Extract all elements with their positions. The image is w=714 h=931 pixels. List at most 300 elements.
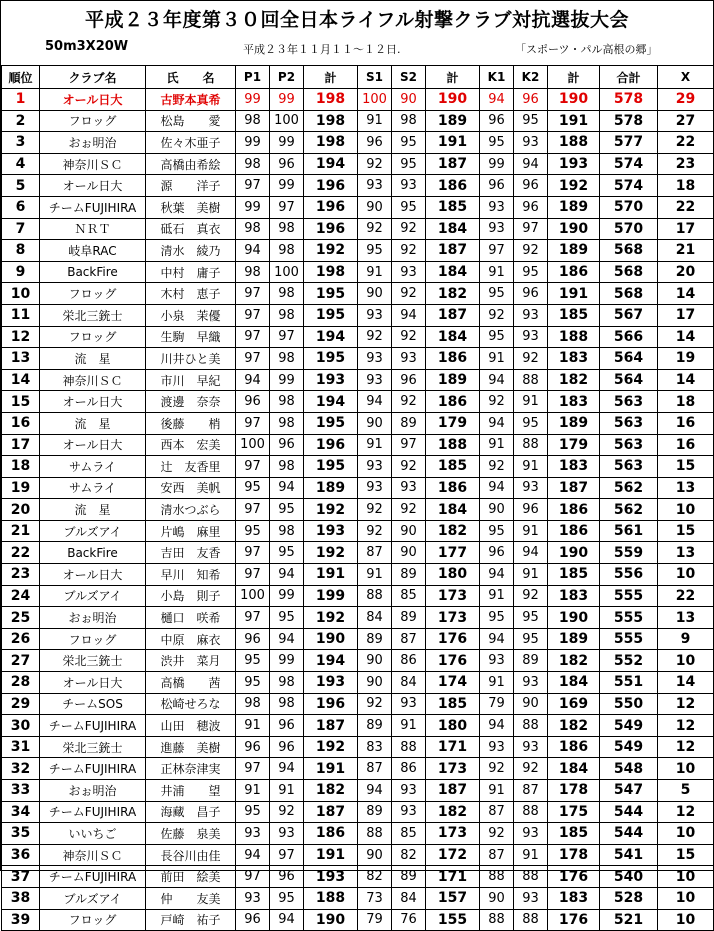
cell-k-total: 185 [548, 823, 600, 845]
cell-shooter-name: 清水 綾乃 [146, 240, 236, 262]
cell-p-total: 193 [304, 520, 358, 542]
cell-p-total: 195 [304, 304, 358, 326]
cell-shooter-name: 早川 知希 [146, 564, 236, 586]
cell-rank: 20 [2, 499, 40, 521]
cell-x-count: 14 [658, 672, 714, 694]
cell-p2: 99 [270, 650, 304, 672]
cell-grand-total: 563 [600, 412, 658, 434]
header-k1: K1 [480, 66, 514, 89]
table-row [2, 909, 714, 931]
cell-club: フロッグ [40, 326, 146, 348]
cell-p1: 97 [236, 326, 270, 348]
cell-club: オール日大 [40, 564, 146, 586]
cell-k1: 95 [480, 607, 514, 629]
table-row [2, 628, 714, 650]
cell-k2: 93 [514, 736, 548, 758]
cell-p1: 97 [236, 456, 270, 478]
cell-x-count: 13 [658, 477, 714, 499]
cell-shooter-name: 高橋 茜 [146, 672, 236, 694]
cell-p1: 93 [236, 887, 270, 909]
cell-rank: 27 [2, 650, 40, 672]
cell-grand-total: 563 [600, 391, 658, 413]
cell-p-total: 195 [304, 283, 358, 305]
cell-club: 栄北三銃士 [40, 304, 146, 326]
cell-k1: 91 [480, 434, 514, 456]
cell-grand-total: 578 [600, 89, 658, 111]
cell-rank: 29 [2, 693, 40, 715]
cell-x-count: 17 [658, 304, 714, 326]
cell-k1: 87 [480, 801, 514, 823]
cell-s-total: 184 [426, 218, 480, 240]
cell-k-total: 188 [548, 132, 600, 154]
cell-grand-total: 562 [600, 499, 658, 521]
cell-s1: 83 [358, 736, 392, 758]
event-dates: 平成２３年１１月１１〜１２日. [243, 43, 401, 56]
cell-grand-total: 555 [600, 585, 658, 607]
cell-grand-total: 556 [600, 564, 658, 586]
cell-p1: 97 [236, 304, 270, 326]
cell-p1: 97 [236, 499, 270, 521]
cell-club: いいちご [40, 823, 146, 845]
cell-s2: 89 [392, 866, 426, 888]
cell-k-total: 178 [548, 780, 600, 802]
cell-s1: 90 [358, 196, 392, 218]
cell-s1: 95 [358, 240, 392, 262]
cell-s1: 93 [358, 304, 392, 326]
cell-p2: 95 [270, 499, 304, 521]
cell-s-total: 186 [426, 175, 480, 197]
cell-grand-total: 564 [600, 348, 658, 370]
cell-grand-total: 562 [600, 477, 658, 499]
cell-k2: 95 [514, 607, 548, 629]
cell-p1: 95 [236, 477, 270, 499]
table-row [2, 499, 714, 521]
cell-x-count: 13 [658, 607, 714, 629]
cell-k-total: 184 [548, 758, 600, 780]
header-s2: S2 [392, 66, 426, 89]
cell-k-total: 191 [548, 110, 600, 132]
cell-grand-total: 570 [600, 218, 658, 240]
cell-p-total: 199 [304, 585, 358, 607]
cell-s1: 94 [358, 780, 392, 802]
cell-s1: 73 [358, 887, 392, 909]
cell-s1: 93 [358, 369, 392, 391]
cell-s2: 95 [392, 196, 426, 218]
cell-p-total: 190 [304, 628, 358, 650]
cell-rank: 1 [2, 89, 40, 111]
cell-k-total: 176 [548, 866, 600, 888]
cell-k1: 91 [480, 780, 514, 802]
cell-s1: 94 [358, 391, 392, 413]
cell-s2: 82 [392, 844, 426, 866]
cell-k1: 95 [480, 132, 514, 154]
cell-k2: 88 [514, 369, 548, 391]
cell-x-count: 22 [658, 132, 714, 154]
cell-club: オール日大 [40, 175, 146, 197]
cell-shooter-name: 吉田 友香 [146, 542, 236, 564]
cell-k1: 95 [480, 520, 514, 542]
cell-p1: 98 [236, 218, 270, 240]
cell-s2: 89 [392, 564, 426, 586]
cell-s-total: 172 [426, 844, 480, 866]
table-row [2, 736, 714, 758]
cell-s1: 89 [358, 628, 392, 650]
cell-k2: 95 [514, 110, 548, 132]
cell-s-total: 188 [426, 434, 480, 456]
cell-rank: 5 [2, 175, 40, 197]
header-rank: 順位 [2, 66, 40, 89]
cell-x-count: 18 [658, 175, 714, 197]
cell-x-count: 10 [658, 866, 714, 888]
cell-shooter-name: 渋井 菜月 [146, 650, 236, 672]
cell-shooter-name: 松島 愛 [146, 110, 236, 132]
cell-s-total: 182 [426, 801, 480, 823]
cell-k-total: 183 [548, 456, 600, 478]
cell-k2: 93 [514, 326, 548, 348]
cell-club: フロッグ [40, 110, 146, 132]
cell-shooter-name: 正林奈津実 [146, 758, 236, 780]
cell-club: チームFUJIHIRA [40, 758, 146, 780]
cell-grand-total: 566 [600, 326, 658, 348]
cell-k1: 94 [480, 369, 514, 391]
cell-p2: 96 [270, 153, 304, 175]
cell-p2: 94 [270, 477, 304, 499]
cell-p-total: 188 [304, 887, 358, 909]
cell-k1: 94 [480, 564, 514, 586]
header-s1: S1 [358, 66, 392, 89]
cell-p-total: 192 [304, 240, 358, 262]
cell-x-count: 12 [658, 736, 714, 758]
cell-shooter-name: 松崎せろな [146, 693, 236, 715]
cell-k-total: 182 [548, 650, 600, 672]
cell-club: サムライ [40, 456, 146, 478]
cell-grand-total: 547 [600, 780, 658, 802]
cell-club: サムライ [40, 477, 146, 499]
cell-x-count: 12 [658, 715, 714, 737]
cell-s-total: 187 [426, 780, 480, 802]
cell-grand-total: 555 [600, 607, 658, 629]
table-row [2, 887, 714, 909]
cell-rank: 31 [2, 736, 40, 758]
cell-s2: 92 [392, 456, 426, 478]
cell-rank: 24 [2, 585, 40, 607]
cell-k2: 90 [514, 693, 548, 715]
cell-s2: 84 [392, 672, 426, 694]
cell-p1: 94 [236, 369, 270, 391]
cell-club: 流 星 [40, 499, 146, 521]
table-row [2, 391, 714, 413]
cell-k-total: 187 [548, 477, 600, 499]
cell-x-count: 29 [658, 89, 714, 111]
cell-s-total: 176 [426, 650, 480, 672]
table-row [2, 110, 714, 132]
cell-k2: 92 [514, 758, 548, 780]
table-row [2, 564, 714, 586]
cell-grand-total: 528 [600, 887, 658, 909]
cell-p1: 97 [236, 348, 270, 370]
cell-x-count: 10 [658, 887, 714, 909]
table-row [2, 304, 714, 326]
cell-p1: 99 [236, 196, 270, 218]
cell-k-total: 192 [548, 175, 600, 197]
cell-rank: 35 [2, 823, 40, 845]
header-k2: K2 [514, 66, 548, 89]
cell-s1: 90 [358, 844, 392, 866]
cell-p2: 95 [270, 887, 304, 909]
cell-k2: 96 [514, 175, 548, 197]
cell-s2: 93 [392, 780, 426, 802]
event-name: 50m3X20W [45, 39, 129, 54]
cell-p1: 96 [236, 909, 270, 931]
cell-p1: 98 [236, 693, 270, 715]
cell-k-total: 185 [548, 304, 600, 326]
cell-s2: 86 [392, 650, 426, 672]
cell-s1: 93 [358, 456, 392, 478]
cell-k2: 87 [514, 780, 548, 802]
cell-k1: 93 [480, 650, 514, 672]
table-row [2, 844, 714, 866]
cell-shooter-name: 渡邊 奈奈 [146, 391, 236, 413]
cell-p2: 93 [270, 823, 304, 845]
cell-x-count: 10 [658, 564, 714, 586]
cell-k2: 96 [514, 196, 548, 218]
cell-p2: 98 [270, 218, 304, 240]
cell-k1: 92 [480, 391, 514, 413]
cell-k-total: 183 [548, 391, 600, 413]
cell-s-total: 182 [426, 520, 480, 542]
cell-grand-total: 567 [600, 304, 658, 326]
cell-s-total: 171 [426, 736, 480, 758]
cell-k2: 88 [514, 909, 548, 931]
cell-grand-total: 550 [600, 693, 658, 715]
cell-k2: 94 [514, 542, 548, 564]
cell-s-total: 184 [426, 326, 480, 348]
cell-p-total: 192 [304, 542, 358, 564]
cell-grand-total: 555 [600, 628, 658, 650]
cell-p2: 95 [270, 607, 304, 629]
cell-grand-total: 544 [600, 823, 658, 845]
table-row [2, 477, 714, 499]
cell-k2: 91 [514, 564, 548, 586]
cell-p1: 95 [236, 672, 270, 694]
cell-k2: 88 [514, 866, 548, 888]
cell-x-count: 21 [658, 240, 714, 262]
cell-s1: 90 [358, 650, 392, 672]
cell-p2: 98 [270, 693, 304, 715]
cell-k1: 92 [480, 823, 514, 845]
cell-x-count: 14 [658, 283, 714, 305]
cell-k1: 92 [480, 456, 514, 478]
cell-p1: 96 [236, 391, 270, 413]
cell-rank: 26 [2, 628, 40, 650]
cell-k-total: 179 [548, 434, 600, 456]
cell-shooter-name: 古野本真希 [146, 89, 236, 111]
cell-p2: 98 [270, 672, 304, 694]
cell-k1: 93 [480, 218, 514, 240]
cell-shooter-name: 木村 恵子 [146, 283, 236, 305]
cell-grand-total: 568 [600, 261, 658, 283]
cell-p1: 100 [236, 585, 270, 607]
cell-shooter-name: 中原 麻衣 [146, 628, 236, 650]
cell-k-total: 184 [548, 672, 600, 694]
cell-p-total: 196 [304, 218, 358, 240]
cell-club: 栄北三銃士 [40, 650, 146, 672]
cell-s-total: 185 [426, 456, 480, 478]
cell-rank: 22 [2, 542, 40, 564]
cell-grand-total: 577 [600, 132, 658, 154]
cell-k2: 97 [514, 218, 548, 240]
cell-p1: 95 [236, 650, 270, 672]
cell-k2: 93 [514, 672, 548, 694]
cell-s-total: 184 [426, 499, 480, 521]
cell-club: チームFUJIHIRA [40, 196, 146, 218]
cell-p-total: 196 [304, 434, 358, 456]
cell-x-count: 15 [658, 456, 714, 478]
cell-k2: 92 [514, 240, 548, 262]
cell-p-total: 191 [304, 844, 358, 866]
cell-k-total: 186 [548, 499, 600, 521]
cell-club: チームFUJIHIRA [40, 866, 146, 888]
cell-p-total: 195 [304, 412, 358, 434]
cell-s2: 92 [392, 283, 426, 305]
cell-k-total: 189 [548, 628, 600, 650]
cell-shooter-name: 海藏 昌子 [146, 801, 236, 823]
cell-shooter-name: 佐藤 泉美 [146, 823, 236, 845]
cell-k1: 96 [480, 110, 514, 132]
cell-k2: 92 [514, 585, 548, 607]
table-row [2, 261, 714, 283]
cell-club: ブルズアイ [40, 520, 146, 542]
cell-s-total: 185 [426, 693, 480, 715]
cell-k-total: 183 [548, 887, 600, 909]
cell-x-count: 16 [658, 434, 714, 456]
cell-p1: 98 [236, 110, 270, 132]
cell-shooter-name: 砥石 真衣 [146, 218, 236, 240]
cell-k-total: 176 [548, 909, 600, 931]
cell-s1: 91 [358, 434, 392, 456]
header-p-total: 計 [304, 66, 358, 89]
cell-k-total: 169 [548, 693, 600, 715]
cell-p2: 99 [270, 132, 304, 154]
cell-s-total: 173 [426, 585, 480, 607]
table-row [2, 196, 714, 218]
cell-s2: 91 [392, 715, 426, 737]
cell-p-total: 192 [304, 736, 358, 758]
cell-k-total: 190 [548, 607, 600, 629]
cell-k2: 93 [514, 887, 548, 909]
cell-p1: 98 [236, 153, 270, 175]
cell-s-total: 184 [426, 261, 480, 283]
cell-p-total: 196 [304, 175, 358, 197]
cell-p1: 97 [236, 758, 270, 780]
cell-k1: 88 [480, 909, 514, 931]
cell-p2: 97 [270, 196, 304, 218]
cell-k-total: 190 [548, 542, 600, 564]
cell-s2: 93 [392, 477, 426, 499]
cell-shooter-name: 秋葉 美樹 [146, 196, 236, 218]
cell-shooter-name: 樋口 咲希 [146, 607, 236, 629]
cell-s2: 93 [392, 175, 426, 197]
cell-shooter-name: 山田 穂波 [146, 715, 236, 737]
cell-p2: 99 [270, 585, 304, 607]
cell-shooter-name: 前田 絵美 [146, 866, 236, 888]
cell-k-total: 175 [548, 801, 600, 823]
cell-s2: 93 [392, 348, 426, 370]
header-p1: P1 [236, 66, 270, 89]
cell-k-total: 186 [548, 736, 600, 758]
cell-x-count: 12 [658, 801, 714, 823]
cell-grand-total: 552 [600, 650, 658, 672]
cell-k1: 94 [480, 477, 514, 499]
cell-rank: 9 [2, 261, 40, 283]
cell-x-count: 10 [658, 909, 714, 931]
cell-p-total: 189 [304, 477, 358, 499]
table-row [2, 585, 714, 607]
cell-p1: 91 [236, 780, 270, 802]
cell-s2: 93 [392, 261, 426, 283]
cell-s2: 85 [392, 823, 426, 845]
cell-s2: 96 [392, 369, 426, 391]
cell-k-total: 186 [548, 261, 600, 283]
cell-shooter-name: 後藤 梢 [146, 412, 236, 434]
cell-k2: 89 [514, 650, 548, 672]
cell-rank: 23 [2, 564, 40, 586]
cell-k1: 94 [480, 715, 514, 737]
cell-k1: 94 [480, 89, 514, 111]
cell-club: 岐阜RAC [40, 240, 146, 262]
cell-s-total: 157 [426, 887, 480, 909]
cell-shooter-name: 佐々木亜子 [146, 132, 236, 154]
cell-p2: 92 [270, 801, 304, 823]
cell-p2: 94 [270, 628, 304, 650]
cell-k2: 91 [514, 456, 548, 478]
table-row [2, 758, 714, 780]
page-title: 平成２３年度第３０回全日本ライフル射撃クラブ対抗選抜大会 [84, 9, 630, 31]
cell-k1: 99 [480, 153, 514, 175]
cell-k1: 93 [480, 196, 514, 218]
cell-s-total: 182 [426, 283, 480, 305]
cell-shooter-name: 片嶋 麻里 [146, 520, 236, 542]
cell-club: フロッグ [40, 909, 146, 931]
cell-s-total: 189 [426, 110, 480, 132]
cell-p1: 97 [236, 542, 270, 564]
cell-x-count: 16 [658, 412, 714, 434]
table-row [2, 369, 714, 391]
cell-rank: 18 [2, 456, 40, 478]
cell-rank: 25 [2, 607, 40, 629]
cell-k1: 92 [480, 758, 514, 780]
cell-k1: 96 [480, 175, 514, 197]
cell-grand-total: 568 [600, 283, 658, 305]
cell-rank: 11 [2, 304, 40, 326]
table-row [2, 153, 714, 175]
cell-k-total: 178 [548, 844, 600, 866]
cell-x-count: 17 [658, 218, 714, 240]
cell-x-count: 20 [658, 261, 714, 283]
cell-club: チームSOS [40, 693, 146, 715]
cell-rank: 17 [2, 434, 40, 456]
cell-p-total: 192 [304, 499, 358, 521]
cell-club: ＮＲＴ [40, 218, 146, 240]
cell-shooter-name: 西本 宏美 [146, 434, 236, 456]
cell-k1: 94 [480, 412, 514, 434]
cell-shooter-name: 清水つぶら [146, 499, 236, 521]
cell-k1: 94 [480, 628, 514, 650]
cell-rank: 2 [2, 110, 40, 132]
cell-k2: 93 [514, 304, 548, 326]
cell-p1: 97 [236, 175, 270, 197]
cell-p1: 97 [236, 866, 270, 888]
